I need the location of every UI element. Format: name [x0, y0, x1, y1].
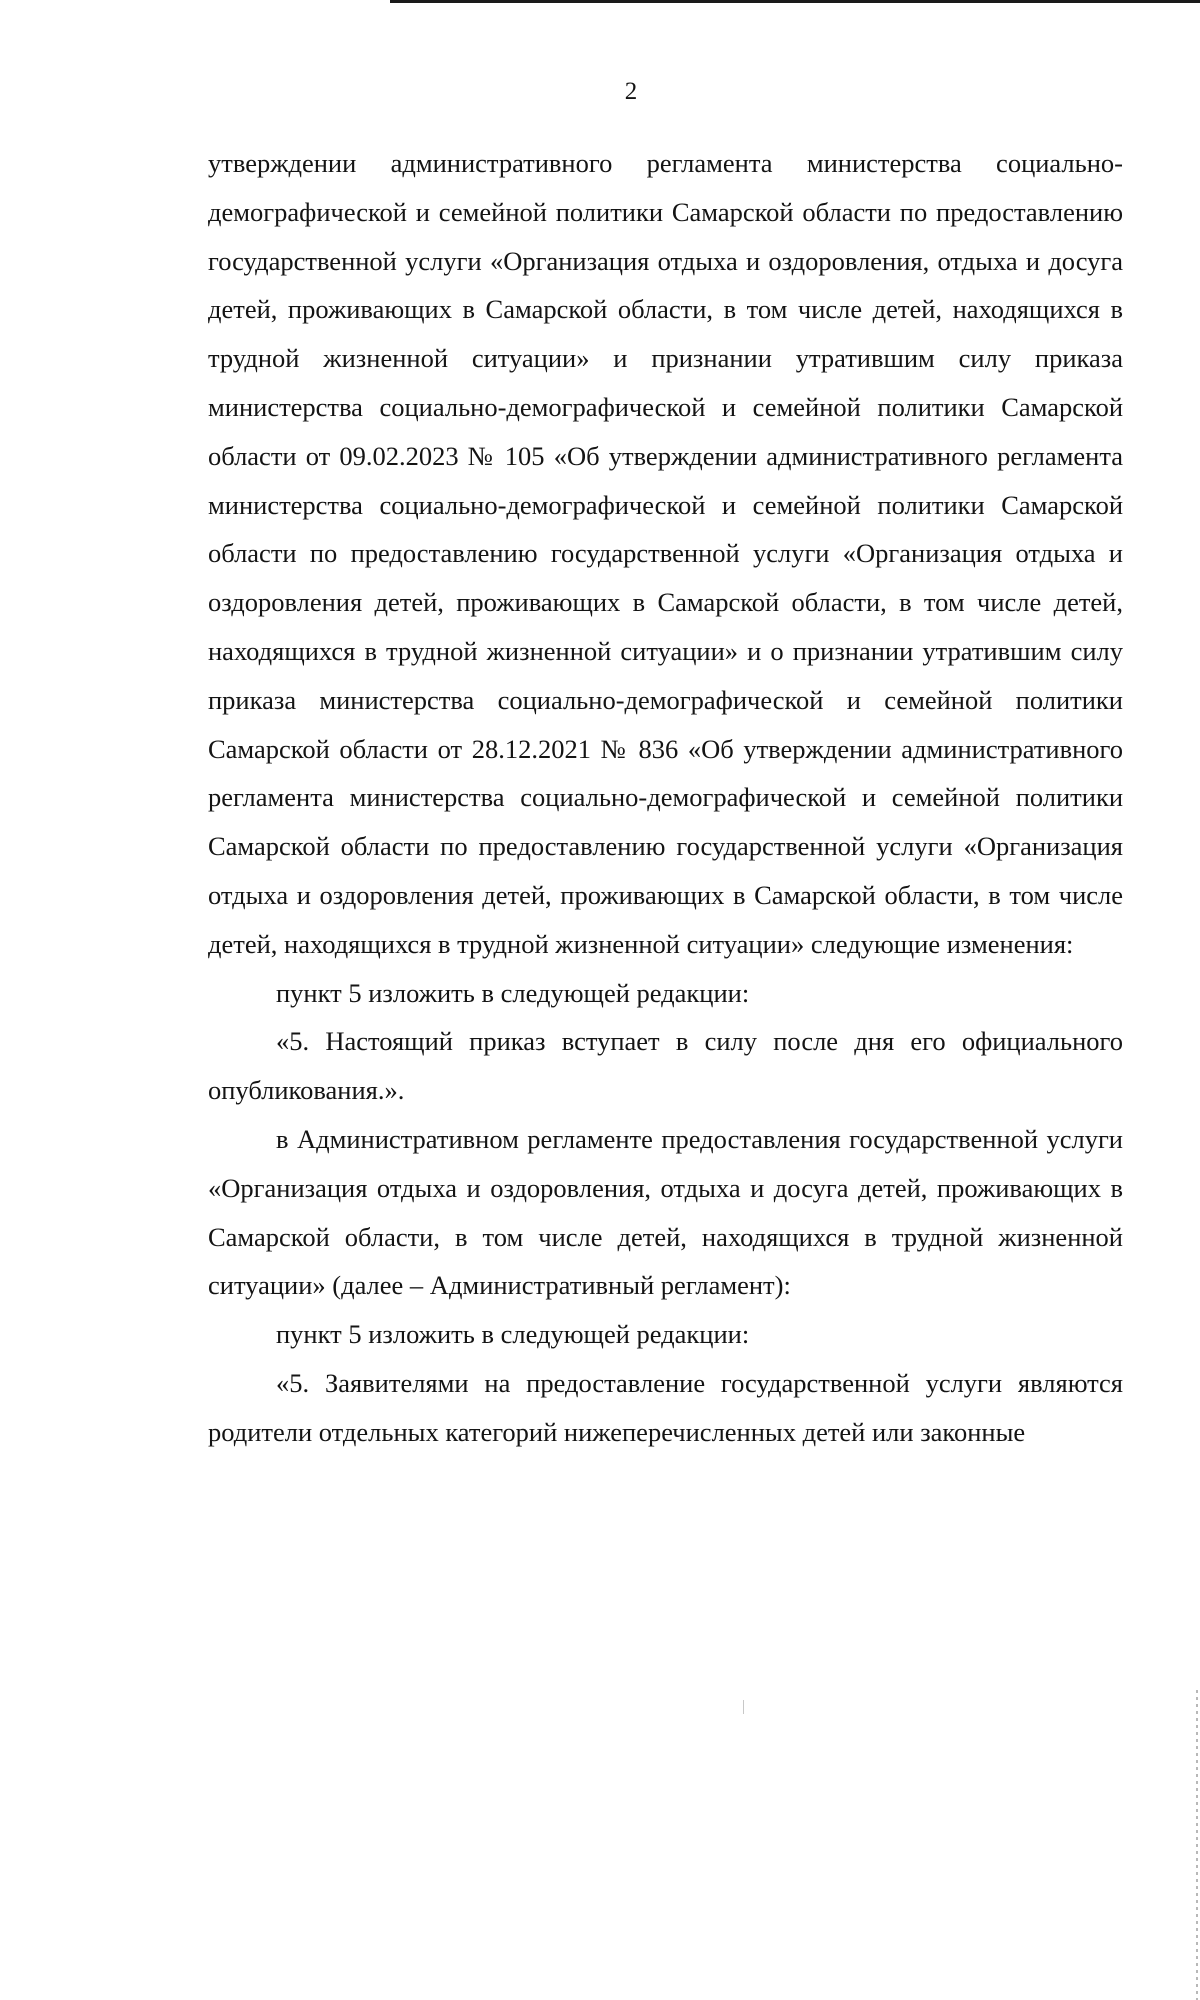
paragraph-admin-regulation-intro: в Административном регламенте предоставления государственной услуги «Организация отдыха и оздоровления, отдыха и досуга детей, проживающих в Самарской области, в том числе детей, находящихся в трудной жизненной ситуации» (далее – Административный регламент):: [208, 1123, 1123, 1301]
page-number: 2: [624, 78, 638, 105]
paragraph-item-5-intro: пункт 5 изложить в следующей редакции:: [276, 977, 750, 1008]
page-top-edge: [390, 0, 1200, 3]
paragraph-continuation: утверждении административного регламента министерства социально-демографической и семейной политики Самарской области по предоставлению государственной услуги «Организация отдыха и оздоровления, отдыха и досуга детей, проживающих в Самарской области, в том числе детей, находящихся в трудной жизненной ситуации» и признании утратившим силу приказа министерства социально-демографической и семейной политики Самарской области от 09.02.2023 № 105 «Об утверждении административного регламента министерства социально-демографической и семейной политики Самарской области по предоставлению государственной услуги «Организация отдыха и оздоровления детей, проживающих в Самарской области, в том числе детей, находящихся в трудной жизненной ситуации» и о признании утратившим силу приказа министерства социально-демографической и семейной политики Самарской области от 28.12.2021 № 836 «Об утверждении административного регламента министерства социально-демографической и семейной политики Самарской области по предоставлению государственной услуги «Организация отдыха и оздоровления детей, проживающих в Самарской области, в том числе детей, находящихся в трудной жизненной ситуации» следующие изменения:: [208, 148, 1123, 959]
scan-edge-artifact: [1196, 1690, 1198, 2000]
document-body: [208, 139, 1123, 1457]
paragraph-item-5-intro-second: пункт 5 изложить в следующей редакции:: [276, 1319, 750, 1350]
paragraph-item-5-applicants: «5. Заявителями на предоставление государственной услуги являются родители отдельных категорий нижеперечисленных детей или законные: [208, 1367, 1123, 1447]
scan-speck: [743, 1700, 744, 1714]
paragraph-item-5-text: «5. Настоящий приказ вступает в силу после дня его официального опубликования.».: [208, 1026, 1123, 1106]
